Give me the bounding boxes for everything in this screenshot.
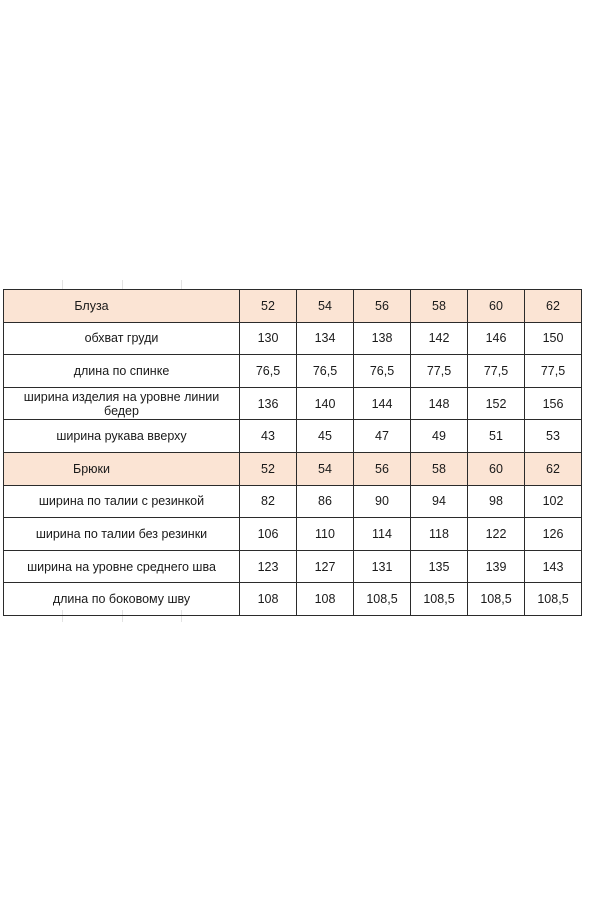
value-cell: 94 [411, 485, 468, 518]
value-cell: 51 [468, 420, 525, 453]
section-header-row [4, 452, 582, 485]
table-row [4, 518, 582, 551]
measurement-label-cell: ширина на уровне среднего шва [4, 550, 240, 583]
value-cell: 76,5 [240, 355, 297, 388]
section-title-cell: Брюки [4, 452, 240, 485]
value-cell: 142 [411, 322, 468, 355]
value-cell: 108 [297, 583, 354, 616]
section-header-row [4, 290, 582, 323]
value-cell: 76,5 [354, 355, 411, 388]
value-cell: 126 [525, 518, 582, 551]
value-cell: 108,5 [468, 583, 525, 616]
table-row [4, 420, 582, 453]
size-header-cell: 54 [297, 290, 354, 323]
value-cell: 110 [297, 518, 354, 551]
measurement-label-cell: ширина рукава вверху [4, 420, 240, 453]
value-cell: 76,5 [297, 355, 354, 388]
value-cell: 86 [297, 485, 354, 518]
size-header-cell: 60 [468, 452, 525, 485]
value-cell: 131 [354, 550, 411, 583]
size-header-cell: 58 [411, 290, 468, 323]
table-row [4, 583, 582, 616]
value-cell: 77,5 [411, 355, 468, 388]
size-header-cell: 52 [240, 452, 297, 485]
value-cell: 150 [525, 322, 582, 355]
value-cell: 108,5 [354, 583, 411, 616]
section-title-cell: Блуза [4, 290, 240, 323]
measurement-label-cell: ширина изделия на уровне линии бедер [4, 387, 240, 420]
value-cell: 138 [354, 322, 411, 355]
value-cell: 156 [525, 387, 582, 420]
value-cell: 140 [297, 387, 354, 420]
size-header-cell: 58 [411, 452, 468, 485]
size-header-cell: 60 [468, 290, 525, 323]
value-cell: 123 [240, 550, 297, 583]
value-cell: 136 [240, 387, 297, 420]
value-cell: 108 [240, 583, 297, 616]
value-cell: 143 [525, 550, 582, 583]
value-cell: 77,5 [468, 355, 525, 388]
measurement-label-cell: ширина по талии без резинки [4, 518, 240, 551]
value-cell: 53 [525, 420, 582, 453]
value-cell: 127 [297, 550, 354, 583]
value-cell: 139 [468, 550, 525, 583]
value-cell: 122 [468, 518, 525, 551]
size-header-cell: 52 [240, 290, 297, 323]
size-header-cell: 56 [354, 290, 411, 323]
value-cell: 77,5 [525, 355, 582, 388]
table-row [4, 322, 582, 355]
table-row [4, 355, 582, 388]
value-cell: 49 [411, 420, 468, 453]
value-cell: 135 [411, 550, 468, 583]
table-row [4, 550, 582, 583]
value-cell: 98 [468, 485, 525, 518]
value-cell: 134 [297, 322, 354, 355]
value-cell: 108,5 [525, 583, 582, 616]
value-cell: 90 [354, 485, 411, 518]
value-cell: 102 [525, 485, 582, 518]
value-cell: 82 [240, 485, 297, 518]
value-cell: 118 [411, 518, 468, 551]
measurement-label-cell: длина по спинке [4, 355, 240, 388]
size-header-cell: 54 [297, 452, 354, 485]
table-row [4, 387, 582, 420]
value-cell: 146 [468, 322, 525, 355]
value-cell: 114 [354, 518, 411, 551]
value-cell: 43 [240, 420, 297, 453]
value-cell: 144 [354, 387, 411, 420]
value-cell: 106 [240, 518, 297, 551]
value-cell: 47 [354, 420, 411, 453]
size-header-cell: 56 [354, 452, 411, 485]
table-row [4, 485, 582, 518]
value-cell: 148 [411, 387, 468, 420]
value-cell: 130 [240, 322, 297, 355]
value-cell: 152 [468, 387, 525, 420]
measurement-label-cell: длина по боковому шву [4, 583, 240, 616]
size-header-cell: 62 [525, 290, 582, 323]
size-chart-table [3, 289, 582, 616]
value-cell: 45 [297, 420, 354, 453]
size-header-cell: 62 [525, 452, 582, 485]
measurement-label-cell: ширина по талии с резинкой [4, 485, 240, 518]
measurement-label-cell: обхват груди [4, 322, 240, 355]
value-cell: 108,5 [411, 583, 468, 616]
